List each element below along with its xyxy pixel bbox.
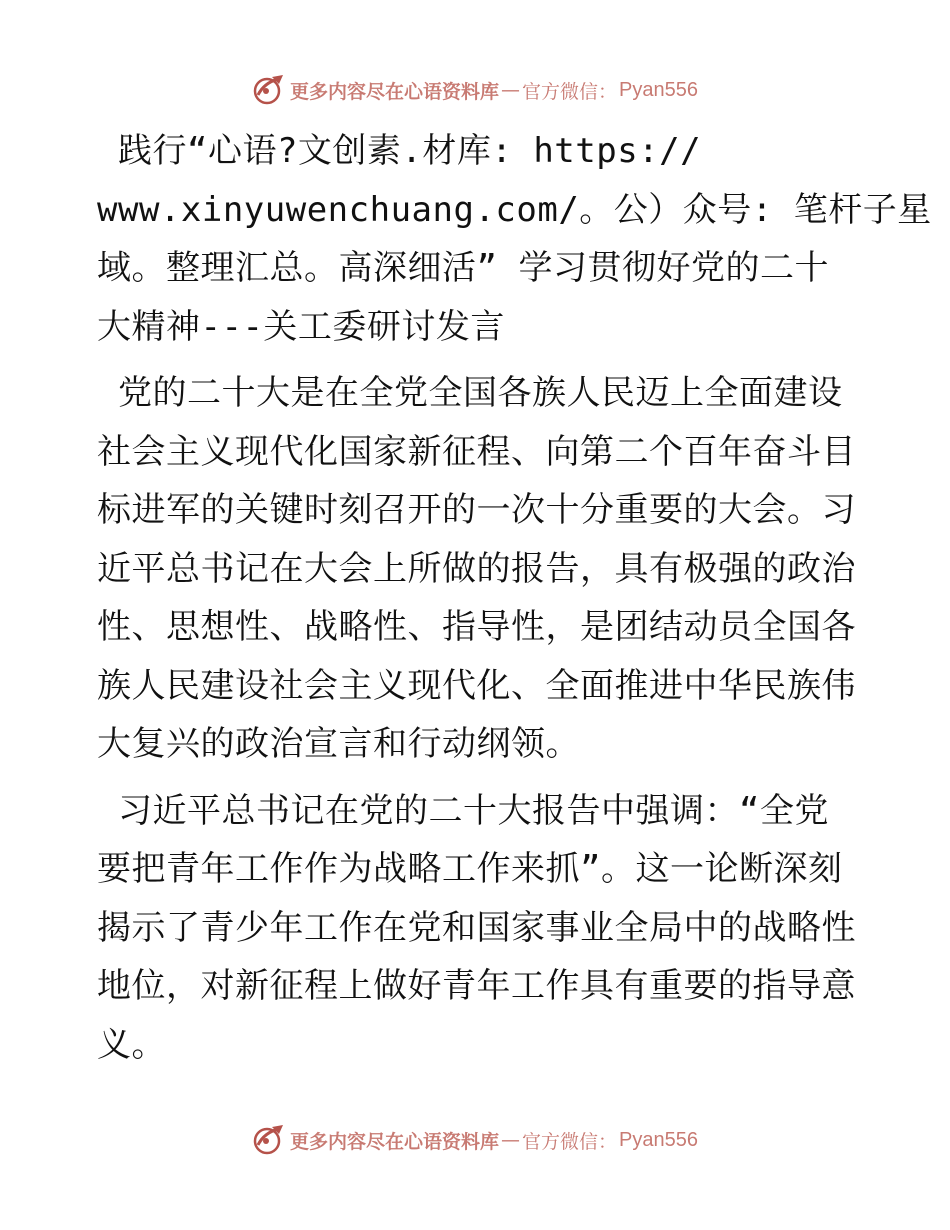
banner-dash: — <box>501 1129 521 1151</box>
text-line: 义。 <box>97 1024 166 1065</box>
text-line: 习近平总书记在党的二十大报告中强调：“全党 <box>97 790 829 831</box>
text-line: 大复兴的政治宣言和行动纲领。 <box>97 724 580 764</box>
footer-banner <box>0 1120 950 1160</box>
banner-text: 更多内容尽在心语资料库 <box>290 1130 500 1153</box>
banner-id: Pyan556 <box>619 1128 698 1151</box>
header-banner <box>0 70 950 110</box>
text-line: 标进军的关键时刻召开的一次十分重要的大会。习 <box>97 490 856 530</box>
banner-dash: — <box>501 79 521 101</box>
paragraph <box>97 364 857 774</box>
text-line: 党的二十大是在全党全国各族人民迈上全面建设 <box>97 373 843 413</box>
banner-label: 官方微信： <box>522 1130 618 1153</box>
pen-logo-icon <box>252 73 286 107</box>
document-body <box>97 122 932 1082</box>
text-line: 族人民建设社会主义现代化、全面推进中华民族伟 <box>97 665 856 706</box>
pen-logo-icon <box>252 1123 286 1157</box>
text-line: 大精神---关工委研讨发言 <box>97 306 505 347</box>
banner-text: 更多内容尽在心语资料库 <box>290 80 500 103</box>
banner-id: Pyan556 <box>619 78 698 101</box>
text-line: 践行“心语?文创素.材库: https:// <box>97 131 702 171</box>
text-line: www.xinyuwenchuang.com/。公）众号: 笔杆子星 <box>97 189 932 230</box>
text-line: 性、思想性、战略性、指导性，是团结动员全国各 <box>97 607 856 647</box>
text-line: 揭示了青少年工作在党和国家事业全局中的战略性 <box>97 907 856 948</box>
banner-label: 官方微信： <box>522 80 618 103</box>
text-line: 近平总书记在大会上所做的报告，具有极强的政治 <box>97 548 856 589</box>
text-line: 域。整理汇总。高深细活” 学习贯彻好党的二十 <box>97 248 829 288</box>
text-line: 社会主义现代化国家新征程、向第二个百年奋斗目 <box>97 431 856 472</box>
paragraph <box>97 782 857 1075</box>
text-line: 要把青年工作作为战略工作来抓”。这一论断深刻 <box>97 849 843 889</box>
text-line: 地位，对新征程上做好青年工作具有重要的指导意 <box>97 966 856 1006</box>
paragraph <box>97 122 932 356</box>
